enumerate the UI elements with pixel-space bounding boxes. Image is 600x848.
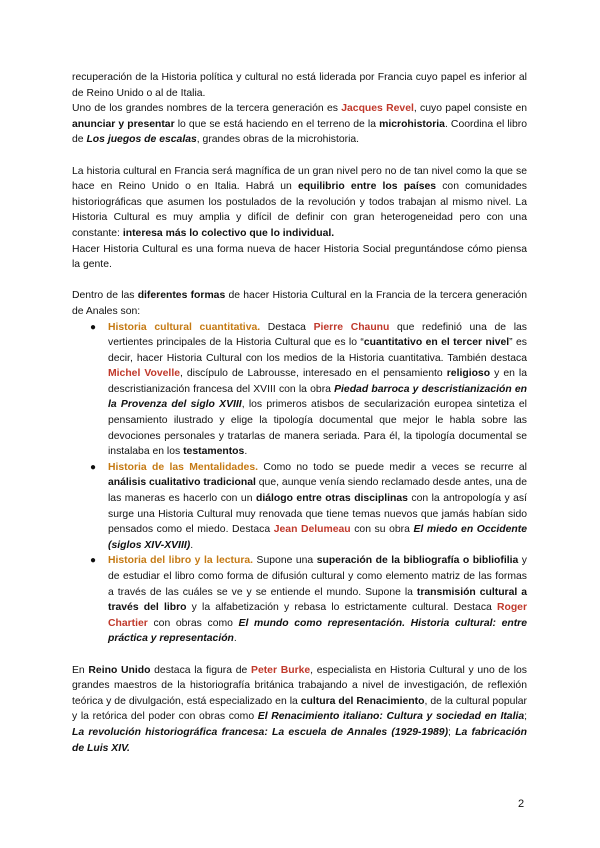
author-name: Roger Chartier	[108, 602, 527, 629]
bold-text: testamentos	[183, 446, 245, 458]
paragraph-text: , grandes obras de la microhistoria.	[196, 134, 360, 146]
item-text: y de estudiar el libro como forma de difusión cultural y como elemento matriz de las formas a través de las cuáles se ve y se entiende el mundo. Supone la	[108, 555, 527, 598]
item-text: y en la descristianización francesa del XVIII con la obra	[108, 368, 527, 395]
paragraph-france	[72, 164, 527, 242]
list-item-title: Historia de las Mentalidades.	[108, 461, 258, 473]
item-text: Supone una	[253, 555, 317, 567]
item-text: que, aunque venía siendo reclamado desde antes, una de las maneras es hacerlo con un	[108, 477, 527, 505]
paragraph-text: , especialista en Historia Cultural y uno de los grandes maestros de la historiografía británica trabajando a nivel de investigación, de reflexión teórica y de divulgación, está especializado en la	[72, 664, 527, 707]
item-text: con su obra	[350, 524, 414, 536]
page-content	[72, 70, 527, 756]
paragraph-text: La historia cultural en Francia será magnífica de un gran nivel pero no de tan nivel como la que se hace en Reino Unido o en Italia. Habrá un	[72, 165, 527, 193]
item-text: Destaca	[260, 321, 314, 333]
page-number: 2	[518, 798, 525, 810]
paragraph-forms	[72, 288, 527, 319]
bold-text: cultura del Renacimiento	[300, 695, 425, 707]
paragraph-text: ;	[524, 711, 528, 723]
list-item-title: Historia cultural cuantitativa.	[108, 321, 261, 333]
book-title: Los juegos de escalas	[86, 134, 197, 146]
book-title: El mundo como representación. Historia cultural: entre práctica y representación	[108, 617, 527, 645]
book-title: El miedo en Occidente (siglos XIV-XVIII)	[108, 524, 527, 551]
bold-text: transmisión cultural a través del libro	[108, 586, 527, 614]
paragraph-gap	[72, 273, 527, 289]
book-title: Piedad barroca y descristianización en la Provenza del siglo XVIII	[108, 383, 527, 411]
item-text: .	[190, 539, 194, 551]
paragraph-revel	[72, 101, 527, 148]
paragraph-text: Dentro de las	[72, 290, 138, 302]
paragraph-text: destaca la figura de	[150, 664, 252, 676]
forms-list	[72, 320, 527, 647]
item-text: Como no todo se puede medir a veces se recurre al	[258, 461, 527, 473]
bold-text: religioso	[446, 368, 491, 380]
book-title: La revolución historiográfica francesa: La escuela de Annales (1929-1989)	[72, 726, 449, 738]
paragraph-text: , de la cultural popular y la retórica del poder con obras como	[72, 695, 527, 723]
item-text: .	[233, 633, 237, 645]
bold-text: Reino Unido	[88, 664, 151, 676]
bullet-icon: ●	[90, 555, 97, 567]
bold-text: microhistoria	[379, 118, 445, 130]
item-text: .	[244, 446, 248, 458]
paragraph-text: Hacer Historia Cultural es una forma nueva de hacer Historia Social preguntándose cómo piensa la gente.	[72, 243, 527, 271]
item-text: ” es decir, hacer Historia Cultural con los medios de la Historia cuantitativa. También destaca	[108, 337, 527, 364]
bold-text: diferentes formas	[137, 290, 226, 302]
bold-text: diálogo entre otras disciplinas	[255, 493, 408, 505]
book-title: El Renacimiento italiano: Cultura y sociedad en Italia	[257, 711, 525, 723]
item-text: y la alfabetización y rebasa lo estrictamente cultural. Destaca	[186, 602, 497, 614]
bullet-icon: ●	[90, 321, 97, 333]
list-item-quantitative	[90, 320, 527, 460]
paragraph-intro	[72, 70, 527, 101]
bullet-icon: ●	[90, 461, 97, 473]
item-text: , los primeros atisbos de secularización europea sintetiza el pensamiento ilustrado y elige la tipología documental que mejor le habla sobre las devociones personales y tratarlas de manera seriada. Para él, la tipología documental se instalaba en los	[108, 399, 527, 458]
item-text: , discípulo de Labrousse, interesado en el pensamiento	[179, 368, 447, 380]
item-text: con obras como	[147, 617, 239, 629]
bold-text: anunciar y presentar	[72, 118, 175, 130]
paragraph-text: lo que se está haciendo en el terreno de la	[174, 118, 380, 130]
bold-text: análisis cualitativo tradicional	[108, 477, 256, 489]
paragraph-social	[72, 242, 527, 273]
list-item-mentalities	[90, 460, 527, 554]
list-item-title: Historia del libro y la lectura.	[108, 555, 254, 567]
author-name: Peter Burke	[251, 664, 311, 676]
paragraph-text: ;	[448, 726, 456, 738]
bold-text: interesa más lo colectivo que lo individual.	[122, 227, 335, 239]
author-name: Jacques Revel	[341, 103, 414, 115]
paragraph-text: , cuyo papel consiste en	[413, 103, 528, 115]
author-name: Michel Vovelle	[108, 368, 180, 380]
item-text: con la antropología y así surge una Historia Cultural muy renovada que tiene temas nuevos que jamás habían sido pensados como el miedo. Destaca	[108, 493, 527, 536]
paragraph-text: Uno de los grandes nombres de la tercera generación es	[72, 103, 342, 115]
paragraph-text: de hacer Historia Cultural en la Francia de la tercera generación de Anales son:	[72, 290, 527, 317]
book-title: La fabricación de Luis XIV.	[72, 726, 527, 754]
bold-text: superación de la bibliografía o bibliofilia	[316, 555, 519, 567]
bold-text: cuantitativo en el tercer nivel	[363, 337, 510, 349]
list-item-book-history	[90, 553, 527, 647]
bold-text: equilibrio entre los países	[298, 181, 437, 193]
paragraph-burke	[72, 663, 527, 757]
author-name: Pierre Chaunu	[313, 321, 390, 333]
paragraph-text: . Coordina el libro de	[72, 118, 528, 146]
item-text: que redefinió una de las vertientes principales de la Historia Cultural que es lo “	[108, 321, 527, 349]
author-name: Jean Delumeau	[273, 524, 351, 536]
paragraph-text: En	[72, 664, 89, 676]
paragraph-gap	[72, 647, 527, 663]
paragraph-text: recuperación de la Historia política y cultural no está liderada por Francia cuyo papel es inferior al de Reino Unido o al de Italia.	[72, 72, 527, 99]
paragraph-text: con comunidades historiográficas que asumen los postulados de la revolución y todos trabajan al mismo nivel. La Historia Cultural es muy amplia y difícil de definir con gran heterogeneidad pero con una constante:	[72, 181, 527, 239]
paragraph-gap	[72, 148, 527, 164]
